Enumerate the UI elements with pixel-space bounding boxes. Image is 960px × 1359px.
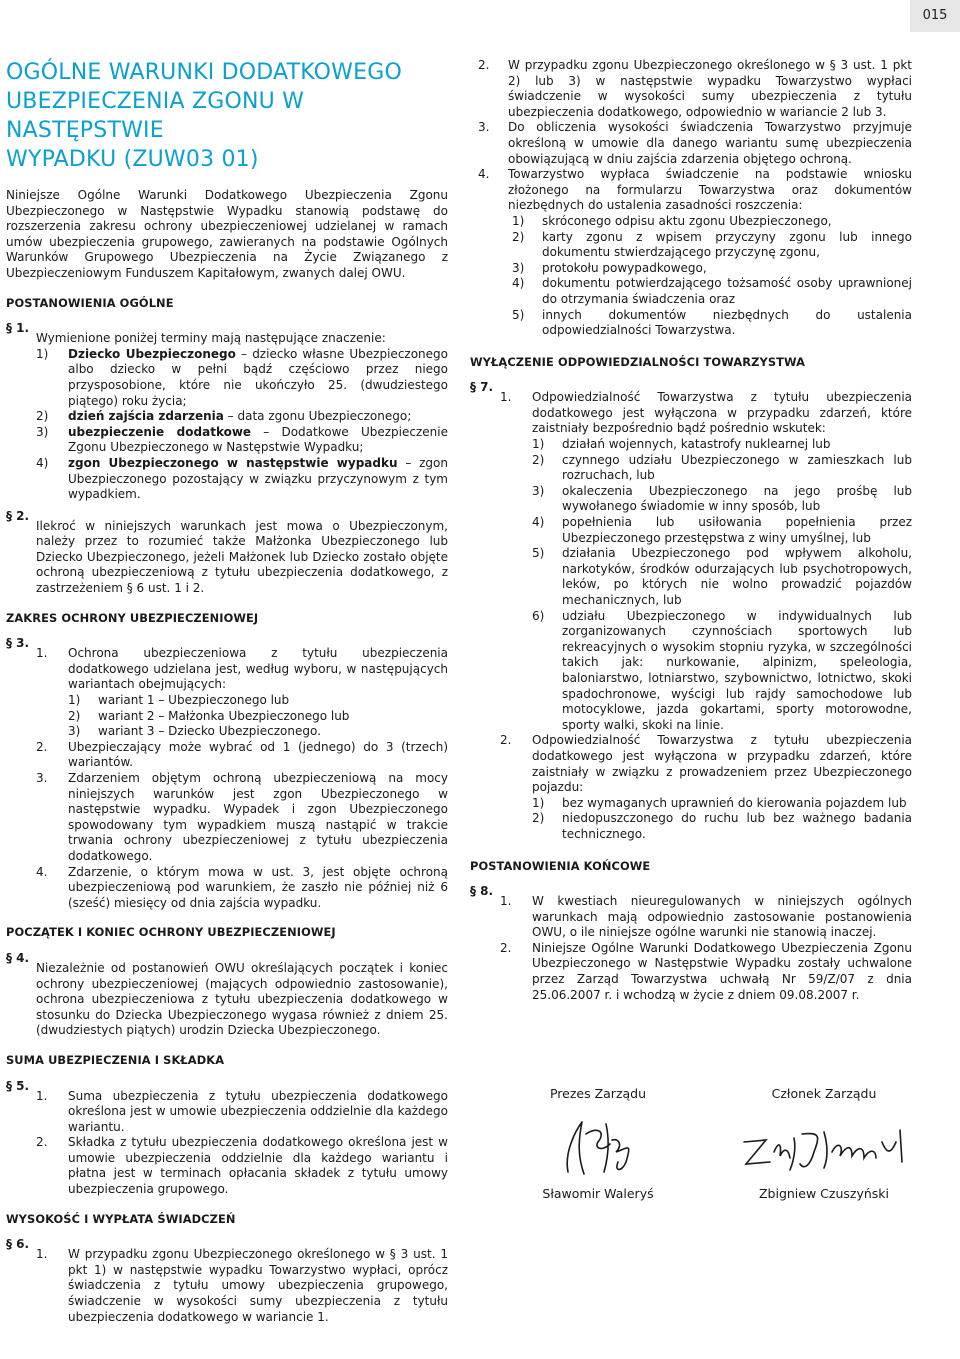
paragraph-number: § 4. bbox=[6, 950, 30, 965]
paragraph-7 bbox=[470, 380, 912, 842]
exclusion-item: 1) działań wojennych, katastrofy nuklearnej lub bbox=[532, 437, 831, 452]
paragraph-number: § 7. bbox=[470, 380, 494, 395]
definition-item: 3) ubezpieczenie dodatkowe – Dodatkowe Ubezpieczenie Zgonu Ubezpieczonego w Następstwie Wypadku; bbox=[36, 424, 448, 455]
section-heading: POCZĄTEK I KONIEC OCHRONY UBEZPIECZENIOWEJ bbox=[6, 925, 336, 940]
exclusion-item: 1) bez wymaganych uprawnień do kierowania pojazdem lub bbox=[532, 795, 907, 810]
section-heading: WYSOKOŚĆ I WYPŁATA ŚWIADCZEŃ bbox=[6, 1211, 236, 1226]
numbered-item: 2. Ubezpieczający może wybrać od 1 (jednego) do 3 (trzech) wariantów. bbox=[36, 739, 448, 770]
numbered-item: 1. Odpowiedzialność Towarzystwa z tytułu ubezpieczenia dodatkowego jest wyłączona w przypadku zdarzeń, które zaistniały bezpośrednio bądź pośrednio wskutek: bbox=[500, 390, 912, 436]
paragraph-number: § 1. bbox=[6, 321, 30, 336]
signature-block-president bbox=[498, 1086, 698, 1201]
variant-item: 3) wariant 3 – Dziecko Ubezpieczonego. bbox=[68, 724, 321, 739]
numbered-item: 1. Suma ubezpieczenia z tytułu ubezpieczenia dodatkowego określona jest w umowie ubezpieczenia oddzielnie dla każdego wariantu. bbox=[36, 1088, 448, 1134]
numbered-item: 2. Odpowiedzialność Towarzystwa z tytułu ubezpieczenia dodatkowego jest wyłączona w przypadku zdarzeń, które zaistniały w związku z prowadzeniem przez Ubezpieczonego pojazdu: bbox=[500, 733, 912, 795]
numbered-item: 1. Ochrona ubezpieczeniowa z tytułu ubezpieczenia dodatkowego udzielana jest, według wyboru, w następujących wariantach obejmujących: bbox=[36, 646, 448, 692]
title-line: UBEZPIECZENIA ZGONU W NASTĘPSTWIE bbox=[6, 89, 305, 143]
exclusion-item: 2) czynnego udziału Ubezpieczonego w zamieszkach lub rozruchach, lub bbox=[532, 452, 912, 483]
numbered-item: 4. Zdarzenie, o którym mowa w ust. 3, jest objęte ochroną ubezpieczeniową pod warunkiem, że zaszło nie później niż 6 (sześć) miesięcy od dnia zajścia wypadku. bbox=[36, 864, 448, 910]
paragraph-text: Ilekroć w niniejszych warunkach jest mowa o Ubezpieczonym, należy przez to rozumieć także Małżonka Ubezpieczonego lub Dziecko Ubezpieczonego, jeżeli Małżonek lub Dziecko zostało objęte ochroną ubezpieczeniową z tytułu ubezpieczenia dodatkowego, z zastrzeżeniem § 6 ust. 1 i 2. bbox=[36, 518, 448, 596]
paragraph-number: § 2. bbox=[6, 508, 30, 523]
exclusion-item: 6) udziału Ubezpieczonego w indywidualnych lub zorganizowanych czynnościach sportowych lub rekreacyjnych o wysokim stopniu ryzyka, w szczególności takich jak: nurkowanie, alpinizm, speleologia, baloniarstwo, lotniarstwo, szybownictwo, lotnictwo, skoki spadochronowe, wyścigi lub rajdy samochodowe lub motocyklowe, jazda gokartami, sporty motorowodne, sporty walki, skoki na linie. bbox=[532, 608, 912, 732]
paragraph-lead: Wymienione poniżej terminy mają następujące znaczenie: bbox=[36, 331, 386, 346]
document-title bbox=[6, 58, 448, 174]
signature-role: Prezes Zarządu bbox=[549, 1086, 647, 1101]
paragraph-text: Niezależnie od postanowień OWU określających początek i koniec ochrony ubezpieczeniowej (mających odpowiednio zastosowanie), ochrona ubezpieczeniowa z tytułu ubezpieczenia dodatkowego w stosunku do Dziecka Ubezpieczonego wygasa również z dniem 25. (dwudziestych piątych) urodzin Dziecka Ubezpieczonego. bbox=[36, 960, 448, 1038]
paragraph-2 bbox=[6, 509, 448, 597]
handwritten-signature-icon bbox=[498, 1112, 698, 1182]
signature-name: Sławomir Waleryś bbox=[542, 1186, 654, 1201]
paragraph-4 bbox=[6, 951, 448, 1039]
document-item: 3) protokołu powypadkowego, bbox=[512, 260, 707, 275]
section-heading: WYŁĄCZENIE ODPOWIEDZIALNOŚCI TOWARZYSTWA bbox=[470, 354, 806, 369]
paragraph-number: § 3. bbox=[6, 636, 30, 651]
numbered-item: 1. W przypadku zgonu Ubezpieczonego określonego w § 3 ust. 1 pkt 1) w następstwie wypadku Towarzystwo wypłaci, oprócz świadczenia z tytułu umowy ubezpieczenia grupowego, świadczenie w wysokości sumy ubezpieczenia z tytułu ubezpieczenia dodatkowego w wariancie 1. bbox=[36, 1247, 448, 1324]
definition-item: 1) Dziecko Ubezpieczonego – dziecko własne Ubezpieczonego albo dziecko w pełni bądź częściowo przez niego przysposobione, które nie ukończyło 25. (dwudziestego piątego) roku życia; bbox=[36, 346, 448, 408]
signature-role: Członek Zarządu bbox=[771, 1086, 877, 1101]
paragraph-5 bbox=[6, 1079, 448, 1198]
numbered-item: 3. Do obliczenia wysokości świadczenia Towarzystwo przyjmuje określoną w umowie dla danego wariantu sumę ubezpieczenia obowiązującą w dniu zajścia zdarzenia objętego ochroną. bbox=[478, 120, 912, 166]
definition-item: 4) zgon Ubezpieczonego w następstwie wypadku – zgon Ubezpieczonego pozostający w związku przyczynowym z tym wypadkiem. bbox=[36, 455, 448, 502]
variant-item: 2) wariant 2 – Małżonka Ubezpieczonego lub bbox=[68, 708, 350, 723]
paragraph-6 bbox=[6, 1237, 448, 1325]
paragraph-8 bbox=[470, 884, 912, 1003]
page-number: 015 bbox=[910, 0, 960, 32]
numbered-item: 2. W przypadku zgonu Ubezpieczonego określonego w § 3 ust. 1 pkt 2) lub 3) w następstwie wypadku Towarzystwo wypłaci świadczenie w wysokości sumy ubezpieczenia z tytułu ubezpieczenia dodatkowego, odpowiednio w wariancie 2 lub 3. bbox=[478, 58, 912, 119]
numbered-item: 2. Składka z tytułu ubezpieczenia dodatkowego określona jest w umowie ubezpieczenia oddzielnie dla każdego wariantu i płatna jest w terminach opłacania składek z tytułu umowy ubezpieczenia grupowego. bbox=[36, 1135, 448, 1197]
exclusion-item: 2) niedopuszczonego do ruchu lub bez ważnego badania technicznego. bbox=[532, 811, 912, 841]
title-line: WYPADKU (ZUW03 01) bbox=[6, 147, 259, 172]
section-heading: POSTANOWIENIA KOŃCOWE bbox=[470, 858, 651, 873]
right-column bbox=[470, 58, 912, 1009]
section-heading: ZAKRES OCHRONY UBEZPIECZENIOWEJ bbox=[6, 610, 259, 625]
numbered-item: 2. Niniejsze Ogólne Warunki Dodatkowego Ubezpieczenia Zgonu Ubezpieczonego w Następstwie Wypadku zostały uchwalone przez Zarząd Towarzystwa uchwałą Nr 59/Z/07 z dnia 25.06.2007 r. i wchodzą w życie z dniem 09.08.2007 r. bbox=[500, 940, 912, 1002]
section-heading: POSTANOWIENIA OGÓLNE bbox=[6, 295, 174, 310]
exclusion-item: 3) okaleczenia Ubezpieczonego na jego prośbę lub wywołanego świadomie w inny sposób, lub bbox=[532, 483, 912, 514]
signature-name: Zbigniew Czuszyński bbox=[758, 1186, 890, 1201]
definition-item: 2) dzień zajścia zdarzenia – data zgonu Ubezpieczonego; bbox=[36, 409, 412, 424]
paragraph-3 bbox=[6, 636, 448, 911]
paragraph-number: § 8. bbox=[470, 884, 494, 899]
numbered-item: 4. Towarzystwo wypłaca świadczenie na podstawie wniosku złożonego na formularzu Towarzystwa oraz dokumentów niezbędnych do ustalenia zasadności roszczenia: bbox=[478, 167, 912, 213]
paragraph-1 bbox=[6, 321, 448, 503]
exclusion-item: 5) działania Ubezpieczonego pod wpływem alkoholu, narkotyków, środków odurzających lub psychotropowych, leków, po których nie wolno prowadzić pojazdów mechanicznych, lub bbox=[532, 546, 912, 607]
numbered-item: 1. W kwestiach nieuregulowanych w niniejszych ogólnych warunkach mają odpowiednio zastosowanie postanowienia OWU, o ile niniejsze ogólne warunki nie stanowią inaczej. bbox=[500, 894, 912, 940]
title-line: OGÓLNE WARUNKI DODATKOWEGO bbox=[6, 60, 402, 85]
document-item: 2) karty zgonu z wpisem przyczyny zgonu lub innego dokumentu stwierdzającego przyczynę zgonu, bbox=[512, 229, 912, 260]
exclusion-item: 4) popełnienia lub usiłowania popełnienia przez Ubezpieczonego przestępstwa z winy umyślnej, lub bbox=[532, 515, 912, 545]
document-item: 4) dokumentu potwierdzającego tożsamość osoby uprawnionej do otrzymania świadczenia oraz bbox=[512, 276, 912, 306]
document-item: 5) innych dokumentów niezbędnych do ustalenia odpowiedzialności Towarzystwa. bbox=[512, 307, 912, 338]
intro-paragraph: Niniejsze Ogólne Warunki Dodatkowego Ubezpieczenia Zgonu Ubezpieczonego w Następstwie Wypadku stanowią podstawę do rozszerzenia zakresu ochrony ubezpieczeniowej udzielanej w ramach umów ubezpieczenia grupowego, zawieranych na podstawie Ogólnych Warunków Grupowego Ubezpieczenia na Życie Związanego z Ubezpieczeniowym Funduszem Kapitałowym, zwanych dalej OWU. bbox=[6, 188, 448, 280]
variant-item: 1) wariant 1 – Ubezpieczonego lub bbox=[68, 693, 290, 708]
numbered-item: 3. Zdarzeniem objętym ochroną ubezpieczeniową na mocy niniejszych warunków jest zgon Ubezpieczonego w następstwie wypadku. Wypadek i zgon Ubezpieczonego spowodowany tym wypadkiem muszą nastąpić w trakcie trwania ochrony ubezpieczeniowej z tytułu ubezpieczenia dodatkowego. bbox=[36, 771, 448, 863]
section-heading: SUMA UBEZPIECZENIA I SKŁADKA bbox=[6, 1052, 225, 1067]
document-item: 1) skróconego odpisu aktu zgonu Ubezpieczonego, bbox=[512, 213, 832, 228]
signature-block-member bbox=[724, 1086, 924, 1201]
paragraph-number: § 6. bbox=[6, 1237, 30, 1252]
handwritten-signature-icon bbox=[724, 1112, 924, 1182]
paragraph-number: § 5. bbox=[6, 1078, 30, 1093]
left-column bbox=[6, 58, 448, 1331]
